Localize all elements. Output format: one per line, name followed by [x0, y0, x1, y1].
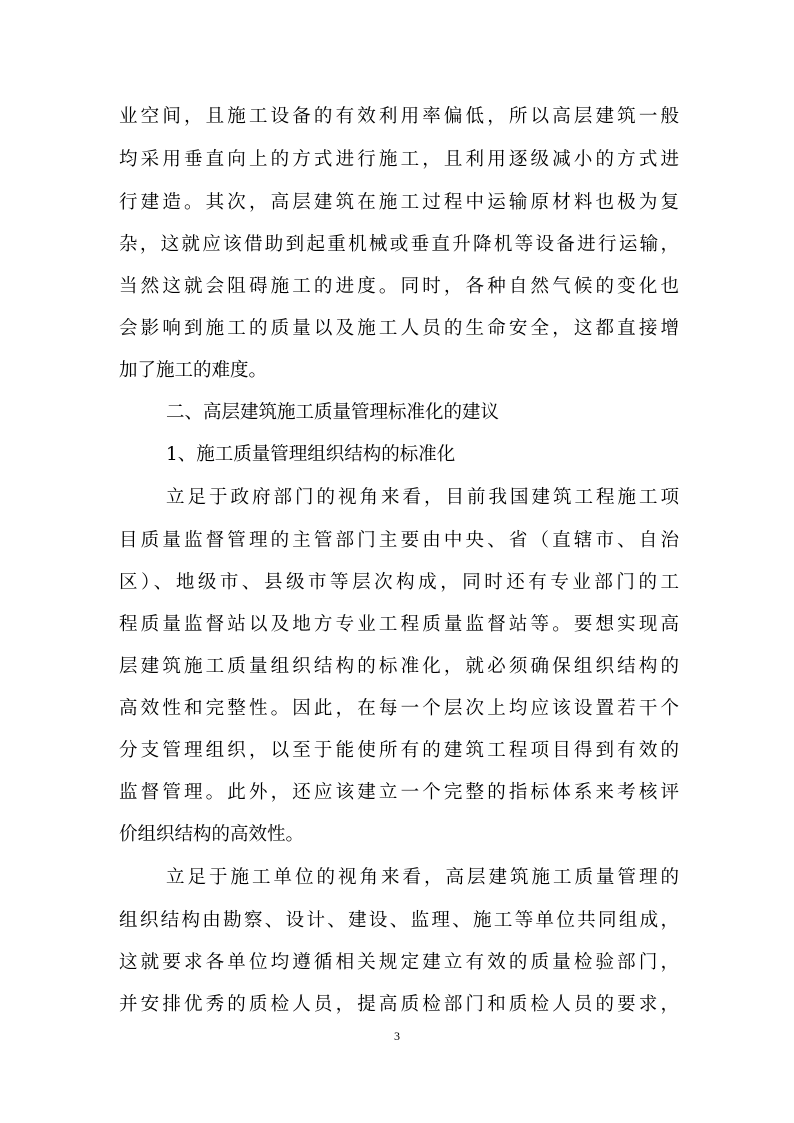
body-text-line: 高效性和完整性。因此，在每一个层次上均应该设置若干个	[119, 698, 679, 719]
body-text-line: 杂，这就应该借助到起重机械或垂直升降机等设备进行运输，	[119, 234, 679, 255]
body-text-line: 区）、地级市、县级市等层次构成，同时还有专业部门的工	[119, 572, 679, 593]
body-text-line: 业空间，且施工设备的有效利用率偏低，所以高层建筑一般	[119, 106, 679, 127]
body-text-line: 立足于政府部门的视角来看，目前我国建筑工程施工项	[166, 487, 679, 508]
section-heading: 二、高层建筑施工质量管理标准化的建议	[166, 402, 500, 423]
body-text-line: 组织结构由勘察、设计、建设、监理、施工等单位共同组成，	[119, 910, 679, 931]
body-text-line: 监督管理。此外，还应该建立一个完整的指标体系来考核评	[119, 782, 679, 803]
body-text-line: 目质量监督管理的主管部门主要由中央、省（直辖市、自治	[119, 530, 679, 551]
body-text-line: 价组织结构的高效性。	[119, 824, 305, 845]
body-text-line: 分支管理组织，以至于能使所有的建筑工程项目得到有效的	[119, 740, 679, 761]
body-text-line: 会影响到施工的质量以及施工人员的生命安全，这都直接增	[119, 318, 679, 339]
body-text-line: 立足于施工单位的视角来看，高层建筑施工质量管理的	[166, 867, 679, 888]
page-number: 3	[394, 1029, 400, 1043]
body-text-line: 行建造。其次，高层建筑在施工过程中运输原材料也极为复	[119, 192, 679, 213]
body-text-line: 这就要求各单位均遵循相关规定建立有效的质量检验部门，	[119, 952, 679, 973]
body-text-line: 层建筑施工质量组织结构的标准化，就必须确保组织结构的	[119, 656, 679, 677]
body-text-line: 均采用垂直向上的方式进行施工，且利用逐级减小的方式进	[119, 149, 679, 170]
body-text-line: 当然这就会阻碍施工的进度。同时，各种自然气候的变化也	[119, 276, 679, 297]
body-text-line: 加了施工的难度。	[119, 360, 268, 381]
subsection-heading: 1、施工质量管理组织结构的标准化	[166, 444, 456, 465]
body-text-line: 并安排优秀的质检人员，提高质检部门和质检人员的要求，	[119, 994, 679, 1015]
body-text-line: 程质量监督站以及地方专业工程质量监督站等。要想实现高	[119, 614, 679, 635]
